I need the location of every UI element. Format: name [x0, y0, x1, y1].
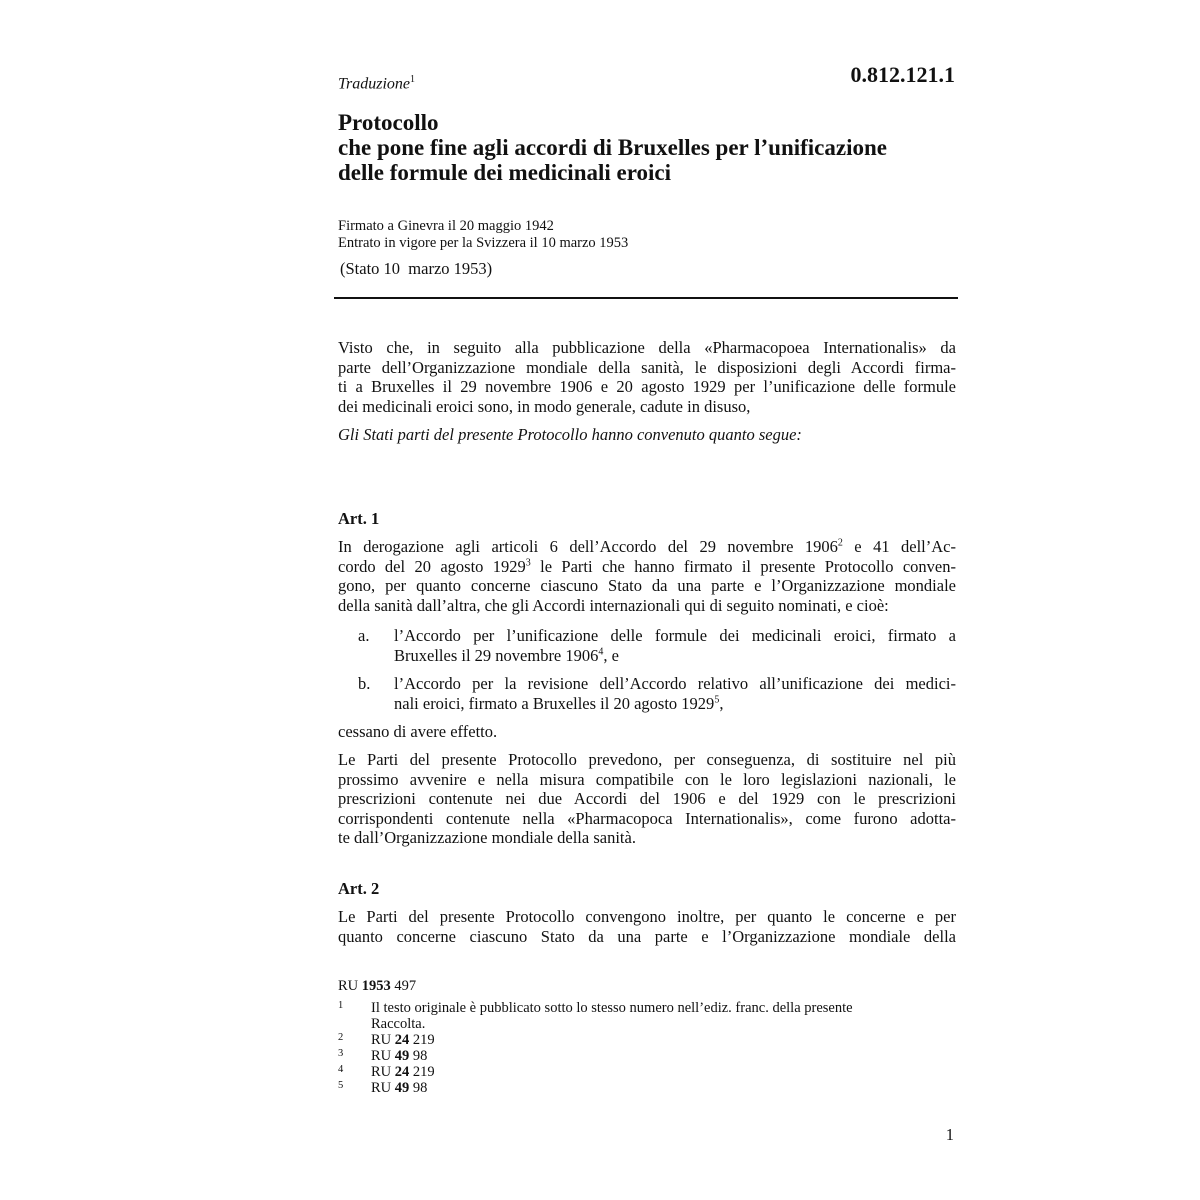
list-item-b [394, 674, 956, 713]
footnote-number: 5 [338, 1080, 344, 1091]
text-segment: , e [603, 645, 619, 665]
title-line: delle formule dei medicinali eroici [338, 160, 672, 185]
paragraph-line: prescrizioni contenute nei due Accordi del 1906 e del 1929 con le prescrizioni [338, 789, 956, 808]
article-1-cessano [338, 722, 956, 742]
footnote-number: 1 [338, 1000, 344, 1011]
ru-prefix: RU [371, 1048, 392, 1064]
ru-prefix: RU [371, 1080, 392, 1096]
footnote [338, 1000, 938, 1032]
list-marker: b. [358, 674, 371, 693]
article-2-heading: Art. 2 [338, 879, 380, 898]
ru-page: 219 [412, 1032, 435, 1048]
paragraph-line: quanto concerne ciascuno Stato da una parte e l’Organizzazione mondiale della [338, 926, 956, 946]
list-line: l’Accordo per l’unificazione delle formule dei medicinali eroici, firmato a [394, 626, 956, 645]
signature-info [338, 218, 628, 252]
footnote-text [371, 1000, 931, 1032]
footnote-ref: 2 [837, 537, 843, 549]
footnote-line: Raccolta. [371, 1016, 426, 1032]
footnote-text [371, 1048, 931, 1064]
paragraph-line: prossimo avvenire e nella misura compatibile con le loro legislazioni nazionali, le [338, 769, 956, 789]
translation-text: Traduzione [338, 75, 411, 93]
status-date: (Stato 10 marzo 1953) [340, 259, 493, 278]
paragraph-line: te dall’Organizzazione mondiale della sanità. [338, 828, 636, 847]
ru-prefix: RU [371, 1064, 392, 1080]
footnote-number: 4 [338, 1064, 344, 1075]
text-segment: Bruxelles il 29 novembre 1906 [394, 645, 599, 665]
translation-label [338, 74, 415, 93]
ru-prefix: RU [371, 1032, 392, 1048]
official-compilation-ref [338, 978, 416, 995]
text-segment: le Parti che hanno firmato il presente Protocollo conven- [530, 556, 956, 576]
text-segment: , [719, 693, 724, 713]
ru-volume: 1953 [361, 978, 391, 994]
in-force-date: Entrato in vigore per la Svizzera il 10 marzo 1953 [338, 235, 629, 251]
preamble-line: Gli Stati parti del presente Protocollo hanno convenuto quanto segue: [338, 425, 802, 444]
title-line: che pone fine agli accordi di Bruxelles per l’unificazione [338, 135, 887, 160]
text-segment: In derogazione agli articoli 6 dell’Accordo del 29 novembre 1906 [338, 537, 838, 556]
footnote-ref: 4 [598, 646, 604, 657]
ru-page: 497 [394, 978, 417, 994]
paragraph-line [338, 537, 956, 557]
article-1-paragraph-2 [338, 750, 956, 848]
list-item-a [394, 626, 956, 665]
ru-volume: 24 [394, 1064, 410, 1080]
paragraph-line: gono, per quanto concerne ciascuno Stato da una parte e l’Organizzazione mondiale [338, 576, 956, 595]
paragraph-line: cessano di avere effetto. [338, 722, 498, 741]
list-line: l’Accordo per la revisione dell’Accordo relativo all’unificazione dei medici- [394, 674, 956, 693]
text-segment: e 41 dell’Ac- [842, 537, 956, 556]
document-number: 0.812.121.1 [850, 62, 955, 87]
ru-volume: 49 [394, 1048, 410, 1064]
preamble-line: parte dell’Organizzazione mondiale della sanità, le disposizioni degli Accordi firma- [338, 357, 956, 377]
ru-volume: 49 [394, 1080, 410, 1096]
article-1-paragraph-1 [338, 537, 956, 615]
ru-volume: 24 [394, 1032, 410, 1048]
footnote-line: Il testo originale è pubblicato sotto lo stesso numero nell’ediz. franc. della presente [371, 1000, 853, 1016]
ru-prefix: RU [338, 978, 359, 994]
paragraph-line: corrispondenti contenute nella «Pharmacopoca Internationalis», come furono adotta- [338, 808, 956, 828]
footnote-text [371, 1032, 931, 1048]
preamble-line: Visto che, in seguito alla pubblicazione della «Pharmacopoea Internationalis» da [338, 338, 956, 357]
title-line: Protocollo [338, 110, 439, 135]
footnote-text [371, 1080, 931, 1096]
preamble-line: dei medicinali eroici sono, in modo generale, cadute in disuso, [338, 396, 751, 416]
paragraph-line: Le Parti del presente Protocollo prevedono, per conseguenza, di sostituire nel più [338, 750, 956, 769]
footnote-number: 3 [338, 1048, 344, 1059]
page-number: 1 [945, 1125, 954, 1144]
list-marker: a. [358, 626, 370, 645]
paragraph-line: della sanità dall’altra, che gli Accordi internazionali qui di seguito nominati, e cioè: [338, 595, 889, 615]
list-line [394, 646, 956, 666]
footnote-ref: 3 [525, 557, 531, 568]
signed-date: Firmato a Ginevra il 20 maggio 1942 [338, 218, 554, 234]
footnote-text [371, 1064, 931, 1080]
ru-page: 98 [412, 1080, 428, 1096]
ru-page: 98 [412, 1048, 428, 1064]
footnote-number: 2 [338, 1032, 344, 1043]
paragraph-line [338, 557, 956, 577]
text-segment: cordo del 20 agosto 1929 [338, 556, 526, 576]
ru-page: 219 [412, 1064, 435, 1080]
text-segment: nali eroici, firmato a Bruxelles il 20 agosto 1929 [394, 693, 715, 713]
header-divider [334, 297, 958, 299]
preamble-conclusion [338, 425, 956, 445]
footnote-ref: 5 [714, 694, 720, 705]
preamble-line: ti a Bruxelles il 29 novembre 1906 e 20 agosto 1929 per l’unificazione delle formule [338, 377, 956, 396]
article-1-heading: Art. 1 [338, 509, 380, 528]
preamble [338, 338, 956, 416]
footnote-ref: 1 [410, 74, 416, 85]
list-line [394, 694, 956, 714]
article-2-paragraph [338, 907, 956, 946]
paragraph-line: Le Parti del presente Protocollo convengono inoltre, per quanto le concerne e per [338, 907, 956, 926]
document-title [338, 110, 958, 185]
